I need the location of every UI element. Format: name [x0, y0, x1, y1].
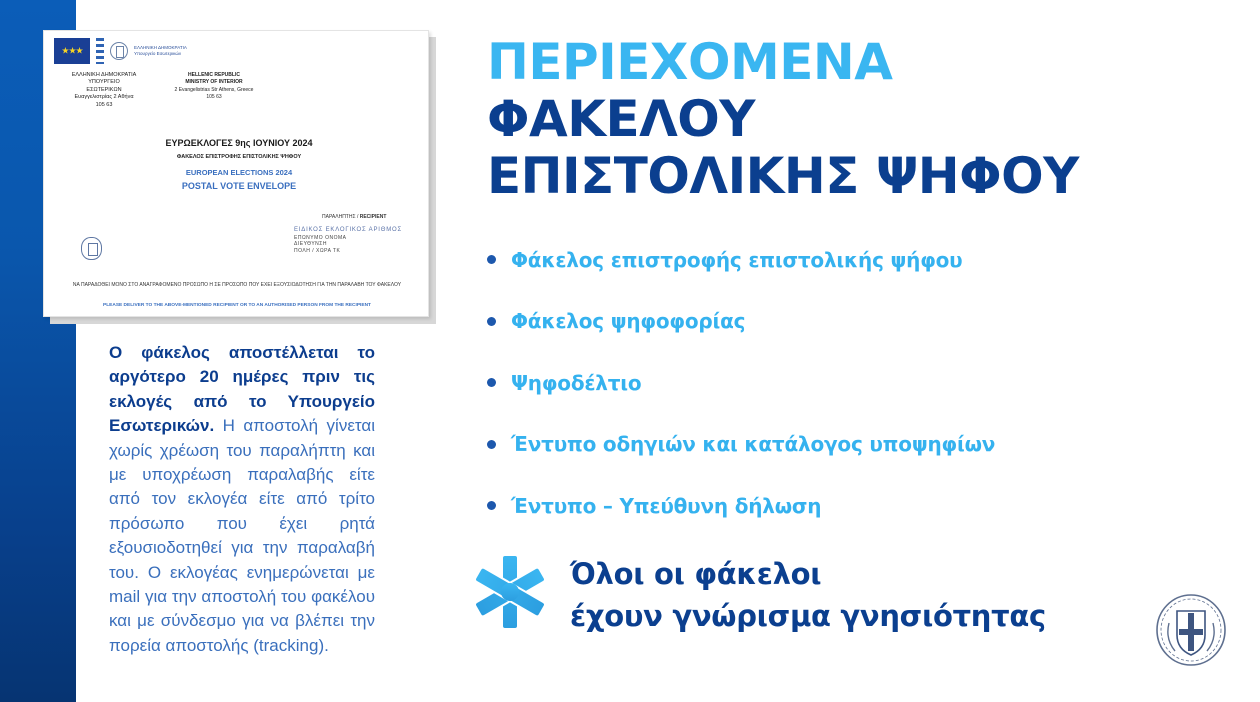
delivery-notice-english: PLEASE DELIVER TO THE ABOVE-MENTIONED RECIPIENT OR TO AN AUTHORISED PERSON FROM THE RECIPIENT	[103, 303, 371, 308]
recipient-label	[322, 214, 386, 220]
ministry-emblem-icon	[110, 42, 128, 60]
greek-address-line: 105 63	[95, 101, 113, 108]
intro-paragraph	[109, 341, 375, 658]
list-item-label: Φάκελος ψηφοφορίας	[511, 309, 746, 334]
envelope-english-subtitle: POSTAL VOTE ENVELOPE	[181, 181, 297, 191]
intro-regular-text: Η αποστολή γίνεται χωρίς χρέωση του παραλήπτη και με υποχρέωση παραλαβής είτε από τον εκλογέα είτε από τρίτο πρόσωπο που έχει ρητά εξουσιοδοτηθεί για την παραλαβή του. Ο εκλογέας ενημερώνεται με mail για την αποστολή του φακέλου και με σύνδεσμο για να βλέπει την πορεία αποστολής (tracking).	[109, 416, 375, 655]
english-address-line: MINISTRY OF INTERIOR	[185, 79, 243, 86]
field-voter-code: ΕΙΔΙΚΟΣ ΕΚΛΟΓΙΚΟΣ ΑΡΙΘΜΟΣ	[294, 227, 402, 233]
envelope-english-title: EUROPEAN ELECTIONS 2024	[185, 168, 293, 177]
asterisk-icon	[469, 554, 551, 630]
field-name: ΕΠΩΝΥΜΟ ΟΝΟΜΑ	[294, 234, 347, 241]
list-item-label: Φάκελος επιστροφής επιστολικής ψήφου	[511, 247, 963, 272]
intro-bold-text: Ο φάκελος αποστέλλεται το αργότερο 20 ημέρες πριν τις εκλογές από το Υπουργείο Εσωτερικών.	[109, 343, 375, 436]
bullet-dot-icon	[487, 440, 496, 449]
envelope-subtitle: ΦΑΚΕΛΟΣ ΕΠΙΣΤΡΟΦΗΣ ΕΠΙΣΤΟΛΙΚΗΣ ΨΗΦΟΥ	[176, 154, 302, 160]
recipient-fields	[294, 227, 402, 254]
greek-address-line: ΥΠΟΥΡΓΕΙΟ	[88, 79, 120, 86]
list-item-label: Έντυπο οδηγιών και κατάλογος υποψηφίων	[511, 432, 996, 457]
list-item-label: Έντυπο – Υπεύθυνη δήλωση	[511, 493, 822, 518]
eu-flag-icon: ★★★	[54, 38, 90, 64]
greek-address-line: ΕΛΛΗΝΙΚΗ ΔΗΜΟΚΡΑΤΙΑ	[71, 72, 137, 78]
delivery-notice-greek: ΝΑ ΠΑΡΑΔΟΘΕΙ ΜΟΝΟ ΣΤΟ ΑΝΑΓΡΑΦΟΜΕΝΟ ΠΡΟΣΩΠΟ Η ΣΕ ΠΡΟΣΩΠΟ ΠΟΥ ΕΧΕΙ ΕΞΟΥΣΙΟΔΟΤΗΣΗ ΓΙΑ ΤΗΝ ΠΑΡΑΛΑΒΗ ΤΟΥ ΦΑΚΕΛΟΥ	[72, 282, 402, 288]
envelope-titles	[144, 138, 334, 191]
authenticity-line-1: Όλοι οι φάκελοι	[570, 557, 822, 591]
envelope-preview	[43, 30, 429, 317]
english-address-line: 105 63	[206, 93, 222, 100]
logo-text-line-1: ΕΛΛΗΝΙΚΗ ΔΗΜΟΚΡΑΤΙΑ	[134, 45, 187, 51]
authenticity-statement	[570, 553, 1046, 637]
bullet-dot-icon	[487, 255, 496, 264]
envelope-title: ΕΥΡΩΕΚΛΟΓΕΣ 9ης ΙΟΥΝΙΟΥ 2024	[165, 138, 313, 148]
english-address-line: HELLENIC REPUBLIC	[188, 72, 240, 78]
greek-address-line: Ευαγγελιστρίας 2 Αθήνα	[74, 94, 134, 101]
authenticity-line-2: έχουν γνώρισμα γνησιότητας	[570, 599, 1046, 633]
field-address: ΔΙΕΥΘΥΝΣΗ	[294, 241, 327, 248]
greek-address-line: ΕΣΩΤΕΡΙΚΩΝ	[86, 86, 122, 93]
bullet-dot-icon	[487, 378, 496, 387]
list-item	[487, 291, 995, 353]
english-address-line: 2 Evangelistrias Str Athens, Greece	[174, 86, 254, 93]
title-line-3: ΕΠΙΣΤΟΛΙΚΗΣ ΨΗΦΟΥ	[487, 147, 1079, 205]
logo-text-line-2: Υπουργείο Εσωτερικών	[134, 51, 182, 56]
title-line-1: ΠΕΡΙΕΧΟΜΕΝΑ	[487, 33, 893, 91]
envelope-logos	[54, 38, 187, 64]
list-item	[487, 229, 995, 291]
contents-list	[487, 229, 995, 537]
title-line-2: ΦΑΚΕΛΟΥ	[487, 90, 756, 148]
list-item	[487, 475, 995, 537]
greek-state-seal-icon	[1155, 593, 1227, 667]
bullet-dot-icon	[487, 317, 496, 326]
envelope-emblem-icon	[81, 237, 102, 260]
recipient-label-english: RECIPIENT	[359, 214, 387, 220]
bullet-dot-icon	[487, 501, 496, 510]
list-item	[487, 414, 995, 476]
field-city: ΠΟΛΗ / ΧΩΡΑ ΤΚ	[294, 247, 341, 254]
recipient-label-greek: ΠΑΡΑΛΗΠΤΗΣ /	[322, 214, 360, 220]
list-item-label: Ψηφοδέλτιο	[511, 370, 642, 395]
list-item	[487, 352, 995, 414]
english-address	[164, 72, 264, 101]
greek-flag-icon	[96, 38, 104, 64]
greek-address	[54, 72, 154, 109]
envelope-logo-text	[134, 45, 187, 57]
page-title	[487, 34, 1207, 205]
